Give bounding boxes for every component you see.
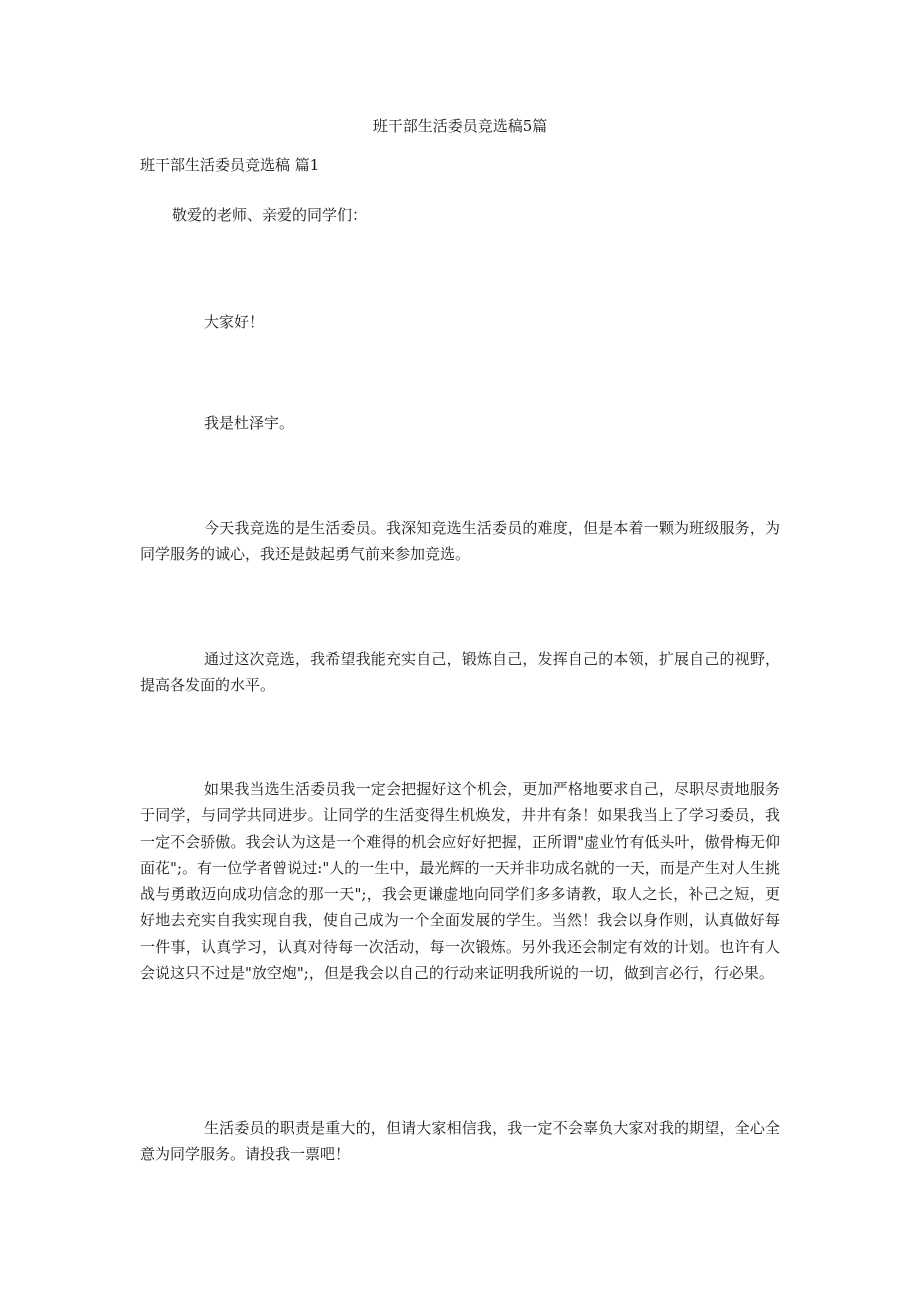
document-title: 班干部生活委员竞选稿5篇 (372, 117, 548, 135)
introduction: 我是杜泽宇。 (204, 414, 295, 432)
paragraph-3: 如果我当选生活委员我一定会把握好这个机会，更加严格地要求自己，尽职尽责地服务于同学，与同学共同进步。让同学的生活变得生机焕发，井井有条！如果我当上了学习委员，我一定不会骄傲。我会认为这是一个难得的机会应好好把握，正所谓"虚业竹有低头叶，傲骨梅无仰面花";。有一位学者曾说过:"人的一生中，最光辉的一天并非功成名就的一天，而是产生对人生挑战与勇敢迈向成功信念的那一天";，我会更谦虚地向同学们多多请教，取人之长，补己之短，更好地去充实自我实现自我，使自己成为一个全面发展的学生。当然！我会以身作则，认真做好每一件事，认真学习，认真对待每一次活动，每一次锻炼。另外我还会制定有效的计划。也许有人会说这只不过是"放空炮";，但是我会以自己的行动来证明我所说的一切，做到言必行，行必果。 (140, 780, 780, 983)
greeting: 大家好！ (204, 313, 265, 331)
paragraph-2: 通过这次竞选，我希望我能充实自己，锻炼自己，发挥自己的本领，扩展自己的视野，提高各发面的水平。 (140, 650, 780, 695)
section-heading: 班干部生活委员竞选稿 篇1 (140, 156, 320, 174)
paragraph-4: 生活委员的职责是重大的，但请大家相信我，我一定不会辜负大家对我的期望，全心全意为同学服务。请投我一票吧！ (140, 1119, 780, 1164)
paragraph-1: 今天我竞选的是生活委员。我深知竞选生活委员的难度，但是本着一颗为班级服务，为同学服务的诚心，我还是鼓起勇气前来参加竞选。 (140, 519, 780, 564)
salutation: 敬爱的老师、亲爱的同学们： (172, 206, 368, 224)
